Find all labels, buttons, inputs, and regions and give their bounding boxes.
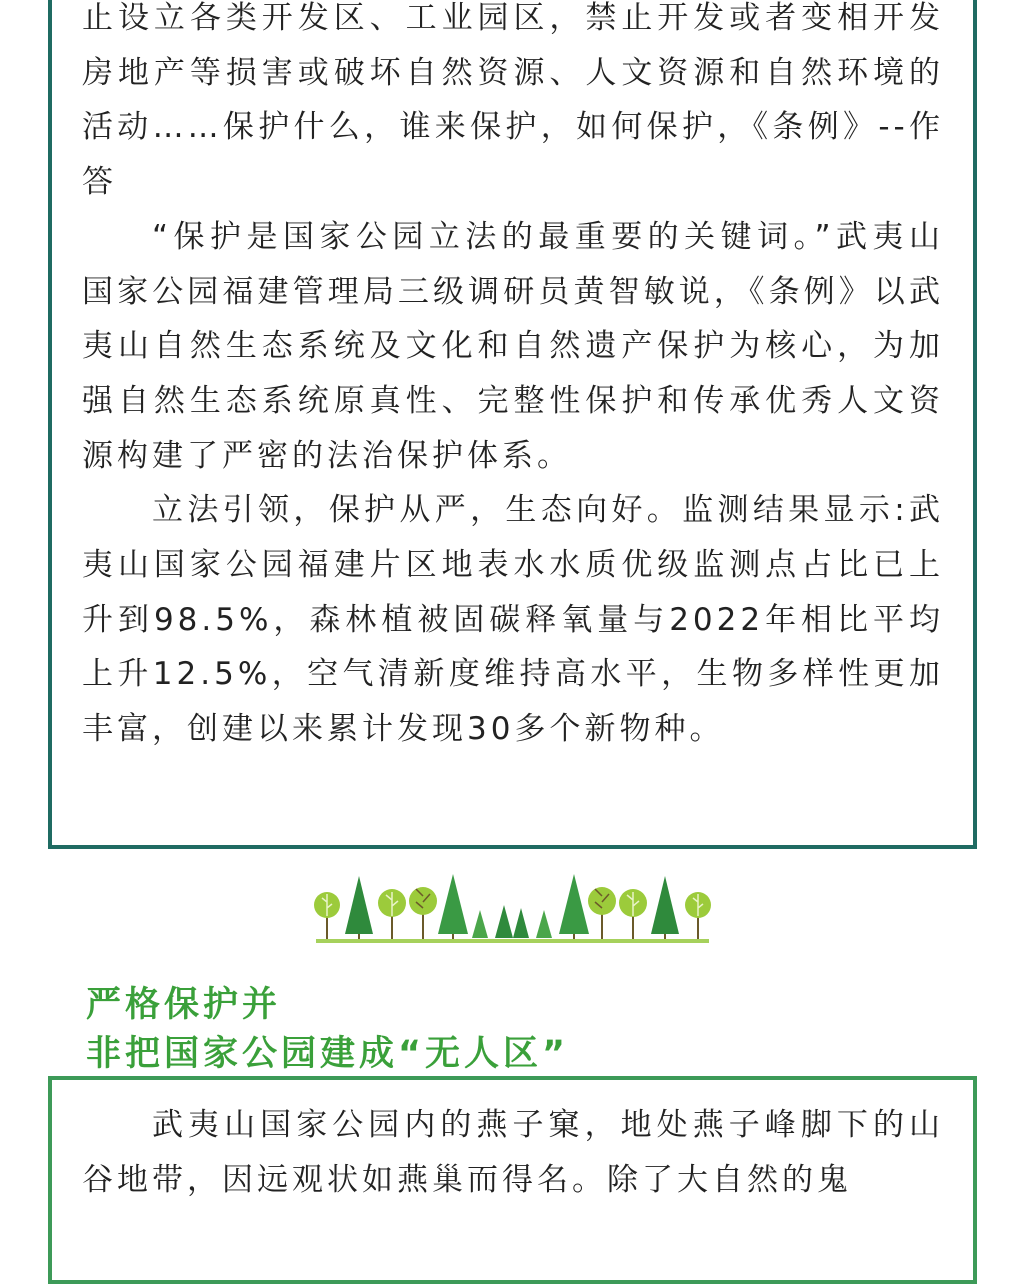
article-paragraph-1: 止设立各类开发区、工业园区，禁止开发或者变相开发房地产等损害或破坏自然资源、人文资源和自然环境的活动……保护什么，谁来保护，如何保护，《条例》--作答 [82, 0, 944, 201]
section-heading-line-2: 非把国家公园建成“无人区” [86, 1034, 570, 1074]
round-tree-icon [378, 889, 406, 939]
pine-tree-icon [345, 876, 373, 939]
section-body [82, 1098, 944, 1207]
pine-tree-icon [651, 876, 679, 939]
small-pine-tree-icon [513, 908, 529, 938]
round-tree-icon [314, 892, 340, 939]
ground-line [316, 939, 709, 943]
round-tree-icon [685, 892, 711, 939]
small-pine-tree-icon [495, 905, 513, 938]
round-tree-icon [409, 887, 437, 939]
article-paragraph-3: 立法引领，保护从严，生态向好。监测结果显示:武夷山国家公园福建片区地表水水质优级监测点占比已上升到98.5%，森林植被固碳释氧量与2022年相比平均上升12.5%，空气清新度维持高水平，生物多样性更加丰富，创建以来累计发现30多个新物种。 [82, 492, 944, 748]
section-heading-line-1: 严格保护并 [86, 985, 282, 1025]
round-tree-icon [619, 889, 647, 939]
article-body [82, 0, 944, 757]
pine-tree-icon [438, 874, 468, 939]
section-paragraph-1: 武夷山国家公园内的燕子窠，地处燕子峰脚下的山谷地带，因远观状如燕巢而得名。除了大自然的鬼 [82, 1107, 944, 1198]
article-paragraph-2: “保护是国家公园立法的最重要的关键词。”武夷山国家公园福建管理局三级调研员黄智敏说，《条例》以武夷山自然生态系统及文化和自然遗产保护为核心，为加强自然生态系统原真性、完整性保护和传承优秀人文资源构建了严密的法治保护体系。 [82, 218, 944, 474]
round-tree-icon [588, 887, 616, 939]
small-pine-tree-icon [472, 910, 488, 938]
tree-row-icon [312, 872, 712, 946]
small-pine-tree-icon [536, 910, 552, 938]
pine-tree-icon [559, 874, 589, 939]
